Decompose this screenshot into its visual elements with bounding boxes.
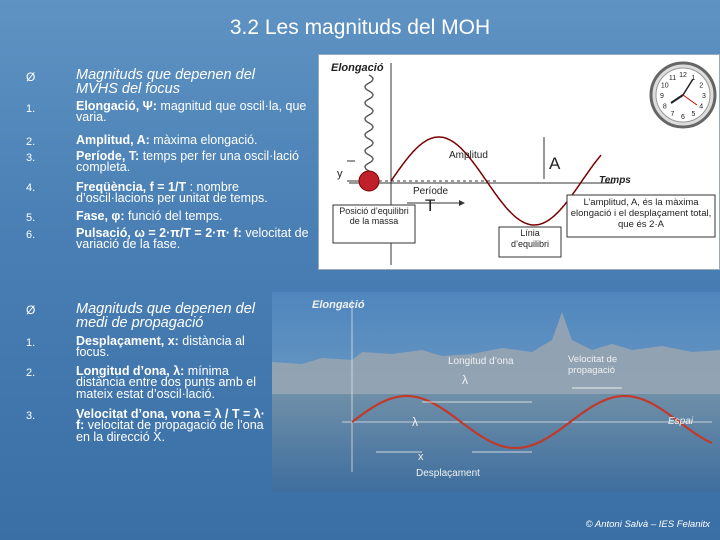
- amplitud-note: L’amplitud, A, és la màxima elongació i el desplaçament total, que és 2·A: [570, 197, 712, 230]
- longitud-label: Longitud d’ona: [448, 356, 514, 367]
- y-label: y: [337, 168, 343, 180]
- linia-box: Línia d’equilibri: [510, 228, 550, 249]
- amplitud-label: Amplitud: [449, 150, 488, 161]
- spring: [365, 75, 373, 179]
- oscillation-diagram: [318, 54, 720, 270]
- wave-propagation-figure: [272, 292, 720, 492]
- a-label: A: [549, 154, 561, 173]
- mass-ball: [359, 171, 379, 191]
- list-number: 2.: [26, 136, 36, 148]
- item-term: Període, T:: [76, 149, 140, 163]
- section2-bullet: Ø: [26, 303, 36, 317]
- clock-numeral: 9: [660, 93, 664, 100]
- clock-numeral: 12: [679, 72, 687, 79]
- item-term: Fase, φ:: [76, 209, 125, 223]
- list-number: 6.: [26, 229, 36, 241]
- list-item: [76, 182, 316, 205]
- clock-numeral: 10: [660, 82, 669, 90]
- item-desc: distància al focus.: [76, 334, 245, 360]
- clock-numeral: 2: [699, 82, 704, 90]
- list-item: [76, 366, 266, 400]
- item-term: Elongació, Ψ:: [76, 99, 157, 113]
- list-item: [76, 135, 316, 146]
- item-desc: velocitat de propagació de l’ona en la direcció X.: [76, 418, 264, 444]
- item-desc: màxima elongació.: [149, 133, 258, 147]
- clock-numeral: 11: [668, 74, 677, 82]
- list-number: 2.: [26, 367, 36, 379]
- item-desc: temps per fer una oscil·lació completa.: [76, 149, 300, 175]
- list-number: 5.: [26, 212, 36, 224]
- section1-heading: Magnituds que depenen del MVHS del focus: [76, 67, 255, 97]
- elongacio-label-2: Elongació: [312, 299, 365, 311]
- list-number: 4.: [26, 182, 36, 194]
- periode-label: Període: [413, 186, 449, 197]
- item-desc: : nombre d’oscil·lacions per unitat de temps.: [76, 180, 268, 206]
- clock-icon: [649, 61, 717, 129]
- item-desc: magnitud que oscil·la, que varia.: [76, 99, 307, 125]
- list-item: [76, 211, 316, 222]
- slide-title: 3.2 Les magnituds del MOH: [229, 16, 491, 39]
- list-number: 3.: [26, 410, 36, 422]
- item-term: Freqüència, f = 1/T: [76, 180, 187, 194]
- list-item: [76, 151, 316, 174]
- item-desc: mínima distància entre dos punts amb el mateix estat d’oscil·lació.: [76, 364, 256, 401]
- clock-numeral: 5: [691, 111, 696, 119]
- item-desc: velocitat de variació de la fase.: [76, 226, 309, 252]
- item-term: Pulsació, ω = 2·π/T = 2·π· f:: [76, 226, 242, 240]
- item-term: Longitud d’ona, λ:: [76, 364, 185, 378]
- list-number: 1.: [26, 103, 36, 115]
- lambda-label-2: λ: [412, 415, 418, 429]
- espai-label: Espai: [668, 416, 694, 427]
- list-number: 3.: [26, 152, 36, 164]
- t-label: T: [425, 196, 436, 215]
- item-desc: funció del temps.: [124, 209, 223, 223]
- posicio-box: Posició d’equilibri de la massa: [339, 206, 409, 226]
- temps-label: Temps: [599, 175, 631, 186]
- x-label: x: [418, 451, 424, 463]
- list-item: [76, 228, 316, 251]
- list-item: [76, 409, 268, 443]
- footer-credit: © Antoni Salvà – IES Felanitx: [585, 519, 710, 530]
- clock-numeral: 8: [662, 103, 667, 111]
- item-term: Desplaçament, x:: [76, 334, 179, 348]
- list-item: [76, 101, 316, 124]
- clock-numeral: 3: [702, 93, 706, 100]
- list-item: [76, 336, 266, 359]
- clock-numeral: 4: [699, 103, 704, 111]
- clock-numeral: 1: [691, 74, 696, 82]
- item-term: Velocitat d’ona, vona = λ / T = λ· f:: [76, 407, 265, 433]
- clock-numeral: 6: [681, 114, 685, 121]
- item-term: Amplitud, A:: [76, 133, 150, 147]
- elongacio-label: Elongació: [331, 62, 384, 74]
- lambda-label: λ: [462, 373, 468, 387]
- clock-numeral: 7: [670, 111, 675, 119]
- section2-heading: Magnituds que depenen del medi de propagació: [76, 301, 255, 331]
- section1-bullet: Ø: [26, 70, 36, 84]
- list-number: 1.: [26, 337, 36, 349]
- desplacament-label: Desplaçament: [416, 468, 480, 479]
- velocitat-label: Velocitat de propagació: [568, 354, 618, 376]
